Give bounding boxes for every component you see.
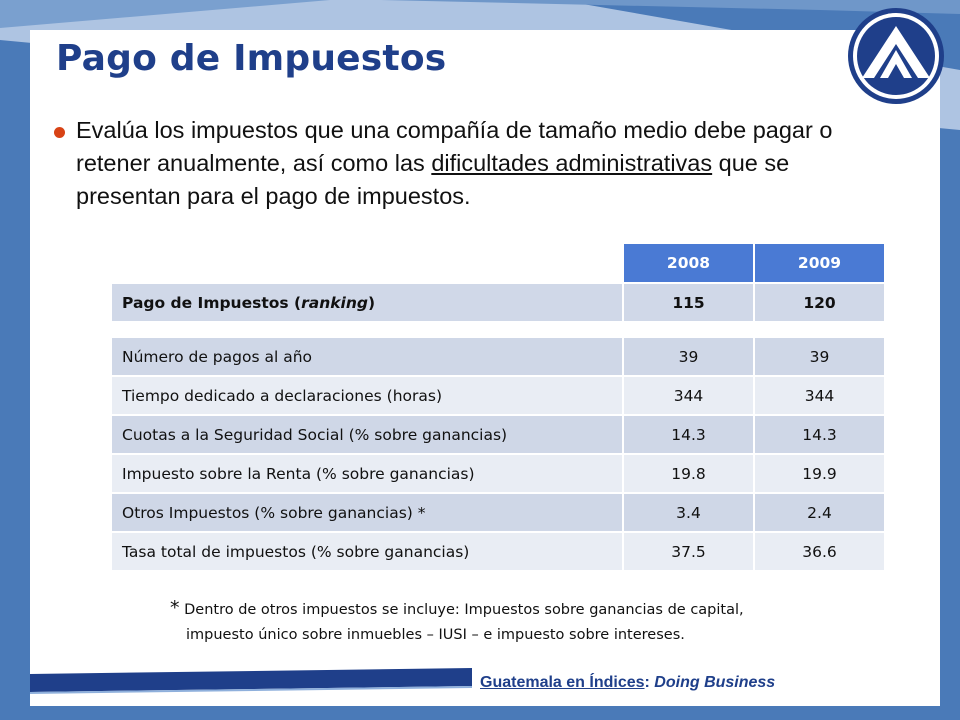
indicator-label: Tiempo dedicado a declaraciones (horas) [112, 377, 624, 416]
footer-link[interactable]: Guatemala en Índices [480, 674, 645, 691]
footnote-line-2: impuesto único sobre inmuebles – IUSI – e impuesto sobre intereses. [186, 627, 685, 643]
table-row [112, 377, 884, 416]
page-title: Pago de Impuestos [56, 38, 447, 79]
footer-separator: : [644, 674, 655, 691]
indicator-2008: 39 [624, 338, 755, 377]
bullet-text-part2: que se presentan para el pago de impuestos. [76, 150, 790, 209]
indicator-2009: 2.4 [755, 494, 884, 533]
footer-source [480, 674, 775, 692]
description-bullet [50, 114, 870, 213]
ranking-label [112, 284, 624, 323]
indicator-2009: 39 [755, 338, 884, 377]
bullet-dot-icon [54, 127, 65, 138]
ranking-2008: 115 [624, 284, 755, 323]
logo-icon [846, 6, 946, 106]
table-row [112, 338, 884, 377]
indicator-label: Otros Impuestos (% sobre ganancias) * [112, 494, 624, 533]
indicators-table [112, 338, 884, 572]
indicator-2008: 14.3 [624, 416, 755, 455]
indicator-label: Tasa total de impuestos (% sobre ganancias) [112, 533, 624, 572]
footnote [170, 596, 744, 648]
indicator-2009: 14.3 [755, 416, 884, 455]
ranking-label-italic: ranking [301, 293, 368, 312]
header-blank-cell [112, 244, 624, 284]
bullet-text-underlined: dificultades administrativas [431, 150, 713, 176]
ranking-2009: 120 [755, 284, 884, 323]
indicator-2008: 344 [624, 377, 755, 416]
header-2008: 2008 [624, 244, 755, 284]
table-row [112, 455, 884, 494]
indicator-label: Impuesto sobre la Renta (% sobre ganancias) [112, 455, 624, 494]
footer-italic: Doing Business [654, 674, 776, 691]
indicator-2008: 3.4 [624, 494, 755, 533]
indicator-2008: 19.8 [624, 455, 755, 494]
bullet-text [76, 114, 870, 213]
table-row [112, 533, 884, 572]
header-2009: 2009 [755, 244, 884, 284]
ranking-label-main: Pago de Impuestos ( [122, 293, 302, 312]
indicator-2009: 36.6 [755, 533, 884, 572]
indicator-2009: 344 [755, 377, 884, 416]
table-row [112, 416, 884, 455]
indicator-label: Cuotas a la Seguridad Social (% sobre ganancias) [112, 416, 624, 455]
table-row [112, 494, 884, 533]
table-header-row [112, 244, 884, 284]
ranking-row [112, 284, 884, 323]
footnote-star: * [170, 597, 180, 619]
indicator-2008: 37.5 [624, 533, 755, 572]
bullet-text-part1: Evalúa los impuestos que una compañía de tamaño medio debe pagar o retener anualmente, así como las [76, 117, 833, 176]
footnote-line-1 [170, 596, 744, 623]
indicator-2009: 19.9 [755, 455, 884, 494]
footnote-text-1: Dentro de otros impuestos se incluye: Impuestos sobre ganancias de capital, [179, 602, 744, 618]
indicator-label: Número de pagos al año [112, 338, 624, 377]
ranking-table [112, 244, 884, 323]
ranking-label-end: ) [368, 293, 376, 312]
